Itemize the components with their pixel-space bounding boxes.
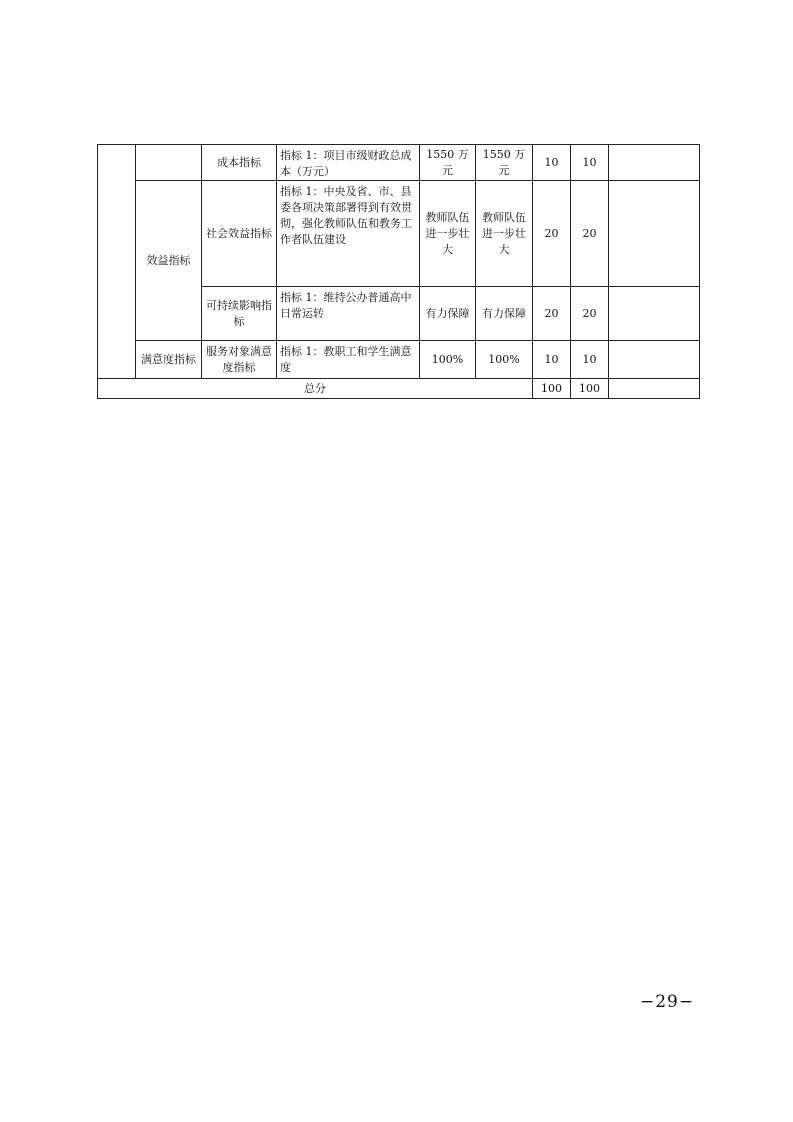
cost-indicator-description: 指标 1：项目市级财政总成本（万元） — [277, 145, 420, 181]
satisfaction-target-value: 100% — [420, 341, 476, 379]
satisfaction-indicator-label: 服务对象满意度指标 — [202, 341, 277, 379]
cost-actual-value: 1550 万元 — [476, 145, 533, 181]
cost-indicator-label: 成本指标 — [202, 145, 277, 181]
cost-group-cell — [136, 145, 202, 181]
sustainable-indicator-label: 可持续影响指标 — [202, 287, 277, 341]
table-row-satisfaction — [98, 341, 700, 379]
sustainable-actual-value: 有力保障 — [476, 287, 533, 341]
social-indicator-description: 指标 1：中央及省、市、县委各项决策部署得到有效贯彻，强化教师队伍和教务工作者队伍建设 — [277, 181, 420, 287]
page-number: −29− — [640, 992, 695, 1012]
satisfaction-weight: 10 — [533, 341, 571, 379]
social-weight: 20 — [533, 181, 571, 287]
social-score: 20 — [571, 181, 609, 287]
satisfaction-actual-value: 100% — [476, 341, 533, 379]
benefit-group-cell: 效益指标 — [136, 181, 202, 341]
outer-category-cell — [98, 145, 136, 379]
social-actual-value: 教师队伍进一步壮大 — [476, 181, 533, 287]
social-remark — [609, 181, 700, 287]
sustainable-remark — [609, 287, 700, 341]
table-row-social — [98, 181, 700, 287]
table-row-cost — [98, 145, 700, 181]
performance-indicator-table — [97, 144, 700, 399]
total-weight: 100 — [533, 379, 571, 399]
total-remark — [609, 379, 700, 399]
cost-target-value: 1550 万元 — [420, 145, 476, 181]
total-label: 总分 — [98, 379, 533, 399]
satisfaction-remark — [609, 341, 700, 379]
cost-score: 10 — [571, 145, 609, 181]
sustainable-indicator-description: 指标 1：维持公办普通高中日常运转 — [277, 287, 420, 341]
cost-weight: 10 — [533, 145, 571, 181]
sustainable-target-value: 有力保障 — [420, 287, 476, 341]
satisfaction-indicator-description: 指标 1：教职工和学生满意度 — [277, 341, 420, 379]
sustainable-score: 20 — [571, 287, 609, 341]
satisfaction-group-cell: 满意度指标 — [136, 341, 202, 379]
social-target-value: 教师队伍进一步壮大 — [420, 181, 476, 287]
sustainable-weight: 20 — [533, 287, 571, 341]
table-row-total — [98, 379, 700, 399]
total-score: 100 — [571, 379, 609, 399]
satisfaction-score: 10 — [571, 341, 609, 379]
cost-remark — [609, 145, 700, 181]
social-indicator-label: 社会效益指标 — [202, 181, 277, 287]
